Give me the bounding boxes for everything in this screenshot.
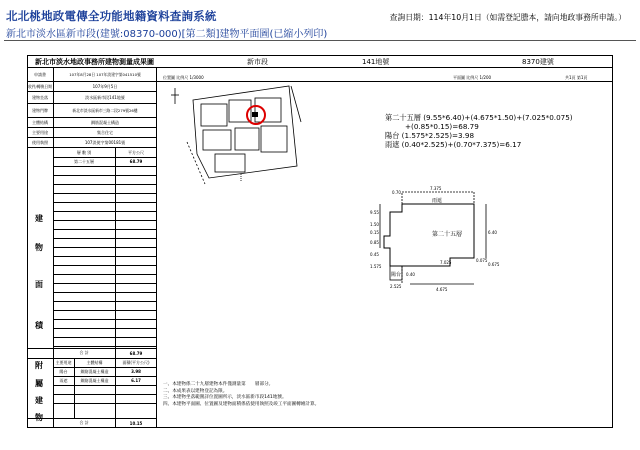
row-value: 新北市淡水區新市三路二段279號26樓 <box>72 107 138 113</box>
location-map <box>157 82 307 187</box>
building-block <box>235 128 259 150</box>
row-line <box>53 220 157 221</box>
table-row <box>27 118 157 128</box>
row-line <box>53 166 157 167</box>
attached-use: 雨遮 <box>59 377 68 383</box>
dim-label: 0.15 <box>370 230 379 235</box>
calc-line-4: 雨遮 (0.40*2.525)+(0.70*7.375)=6.17 <box>385 140 522 149</box>
area-label-char: 建 <box>35 214 43 223</box>
row-line <box>53 385 157 386</box>
main-floor-label: 第二十五層 <box>432 231 463 238</box>
office-title: 新北市淡水地政事務所建物測量成果圖 <box>35 58 154 66</box>
building-block <box>203 130 231 150</box>
survey-titlebar <box>27 55 613 68</box>
dim-label: 0.85 <box>370 240 379 245</box>
area-label-char: 物 <box>35 243 43 252</box>
note-item: 二、本成果表以建物登記為限。 <box>163 388 228 394</box>
location-scale-label: 位置圖 比例尺 1/3000 <box>163 75 204 80</box>
section-name: 新市段 <box>247 58 268 66</box>
row-value: 鋼筋混凝土構造 <box>91 119 119 125</box>
table-row <box>27 104 157 118</box>
system-title: 北北桃地政電傳全功能地籍資料查詢系統 <box>6 9 217 23</box>
note-item: 一、本建物係二十九層建物本件僅測量第 層部分。 <box>163 382 274 387</box>
attached-total-value: 10.15 <box>129 420 143 426</box>
area-label-char: 積 <box>35 321 43 330</box>
row-key: 建物門牌 <box>27 104 54 117</box>
page-label: 共1頁 第1頁 <box>565 75 588 80</box>
building-block <box>255 98 281 122</box>
header-divider <box>4 40 636 41</box>
row-line <box>53 256 157 257</box>
row-line <box>53 229 157 230</box>
row-line <box>53 274 157 275</box>
building-info-table <box>27 68 157 428</box>
attached-label-char: 物 <box>35 413 43 422</box>
note-item: 四、本建物平面圖、位置圖及建物面積係依使用執照及竣工平面圖轉繪計算。 <box>163 401 320 407</box>
attached-structure: 鋼筋混凝土構造 <box>80 368 109 374</box>
building-number: 8370建號 <box>522 58 554 66</box>
row-value: 107年9月5日 <box>92 83 118 89</box>
attached-total-label: 合 計 <box>79 420 89 425</box>
column-divider <box>53 148 54 428</box>
row-line <box>53 310 157 311</box>
dim-label: 6.40 <box>488 230 497 235</box>
dim-label: 1.575 <box>370 264 382 269</box>
total-value: 68.79 <box>129 350 143 356</box>
attached-area-header: 面積(平方公尺) <box>122 359 150 365</box>
row-value: 107年8月28日 107年淡建字第041510號 <box>69 71 141 77</box>
row-key: 使用執照 <box>27 138 54 147</box>
row-value: 107淡使字第00181號 <box>84 139 126 145</box>
dim-label: 1.50 <box>370 222 379 227</box>
calc-line-2: +(0.85*0.15)=68.79 <box>405 122 479 131</box>
row-line <box>53 238 157 239</box>
dim-label: 0.40 <box>406 272 415 277</box>
dim-label: 0.70 <box>392 190 401 195</box>
row-line <box>53 265 157 266</box>
row-line <box>53 193 157 194</box>
attached-area: 6.17 <box>131 378 141 383</box>
floor-name: 第二十五層 <box>74 158 94 164</box>
table-row <box>27 138 157 148</box>
row-line <box>53 175 157 176</box>
row-line <box>53 394 157 395</box>
area-column-header: 平方公尺 <box>128 149 144 155</box>
notes-block <box>163 382 319 408</box>
row-key: 收件/轉換日期 <box>27 82 54 91</box>
dim-label: 0.45 <box>370 252 379 257</box>
attached-use: 陽台 <box>59 368 68 374</box>
area-label-char: 面 <box>35 280 43 289</box>
row-line <box>53 247 157 248</box>
target-unit <box>252 112 258 117</box>
row-key: 主要用途 <box>27 128 54 137</box>
road-line <box>187 142 205 184</box>
dim-label: 2.525 <box>390 284 402 289</box>
total-label: 合 計 <box>79 350 89 355</box>
attached-area: 3.98 <box>131 369 141 374</box>
row-key: 申請書 <box>27 68 54 81</box>
dim-label: 0.675 <box>488 262 500 267</box>
row-line <box>53 202 157 203</box>
row-line <box>53 319 157 320</box>
row-line <box>53 346 157 347</box>
row-key: 主體結構 <box>27 118 54 127</box>
plan-scale-label: 平面圖 比例尺 1/200 <box>453 75 492 80</box>
attached-structure-header: 主體結構 <box>86 359 103 365</box>
row-line <box>53 292 157 293</box>
table-row <box>27 92 157 104</box>
dim-label: 7.025 <box>440 260 452 265</box>
row-value: 集合住宅 <box>97 129 113 135</box>
awning-label: 雨遮 <box>432 198 443 204</box>
floor-area: 68.79 <box>129 159 143 164</box>
document-subtitle: 新北市淡水區新市段(建號:08370-000)[第二類]建物平面圖(已縮小列印) <box>6 29 328 40</box>
building-block <box>201 104 227 126</box>
row-line <box>53 403 157 404</box>
calc-line-1: 第二十五層 (9.55*6.40)+(4.675*1.50)+(7.025*0.075) <box>385 113 573 122</box>
attached-use-header: 主要用途 <box>55 359 72 365</box>
note-item: 三、本建物坐落範圍詳位置圖所示，淡水區新市段141地號。 <box>163 395 287 400</box>
dim-label: 7.375 <box>430 186 442 191</box>
building-block <box>215 154 245 172</box>
row-key: 建物坐落 <box>27 92 54 103</box>
dim-label: 4.675 <box>436 287 448 292</box>
attached-label-char: 建 <box>35 396 43 405</box>
calc-line-3: 陽台 (1.575*2.525)=3.98 <box>385 131 475 140</box>
attached-structure: 鋼筋混凝土構造 <box>80 377 109 383</box>
floor-plan <box>370 184 520 292</box>
table-row <box>27 128 157 138</box>
row-line <box>53 184 157 185</box>
row-line <box>53 211 157 212</box>
dim-label: 9.55 <box>370 210 379 215</box>
balcony-label: 陽台 <box>391 272 402 278</box>
row-line <box>53 283 157 284</box>
road-line <box>291 86 301 122</box>
row-value: 淡水區新市段141地號 <box>85 94 125 100</box>
table-row <box>27 82 157 92</box>
table-row <box>27 68 157 82</box>
row-line <box>53 328 157 329</box>
query-date: 查詢日期：114年10月1日（如需登記謄本，請向地政事務所申請。） <box>389 13 626 22</box>
column-divider <box>115 148 116 358</box>
land-number: 141地號 <box>362 58 390 66</box>
row-line <box>53 337 157 338</box>
row-line <box>53 301 157 302</box>
attached-label-char: 附 <box>35 361 43 370</box>
attached-label-char: 屬 <box>35 379 43 388</box>
floor-column-header: 層 數 別 <box>76 149 92 155</box>
dim-label: 0.075 <box>476 258 488 263</box>
building-block <box>261 126 287 152</box>
